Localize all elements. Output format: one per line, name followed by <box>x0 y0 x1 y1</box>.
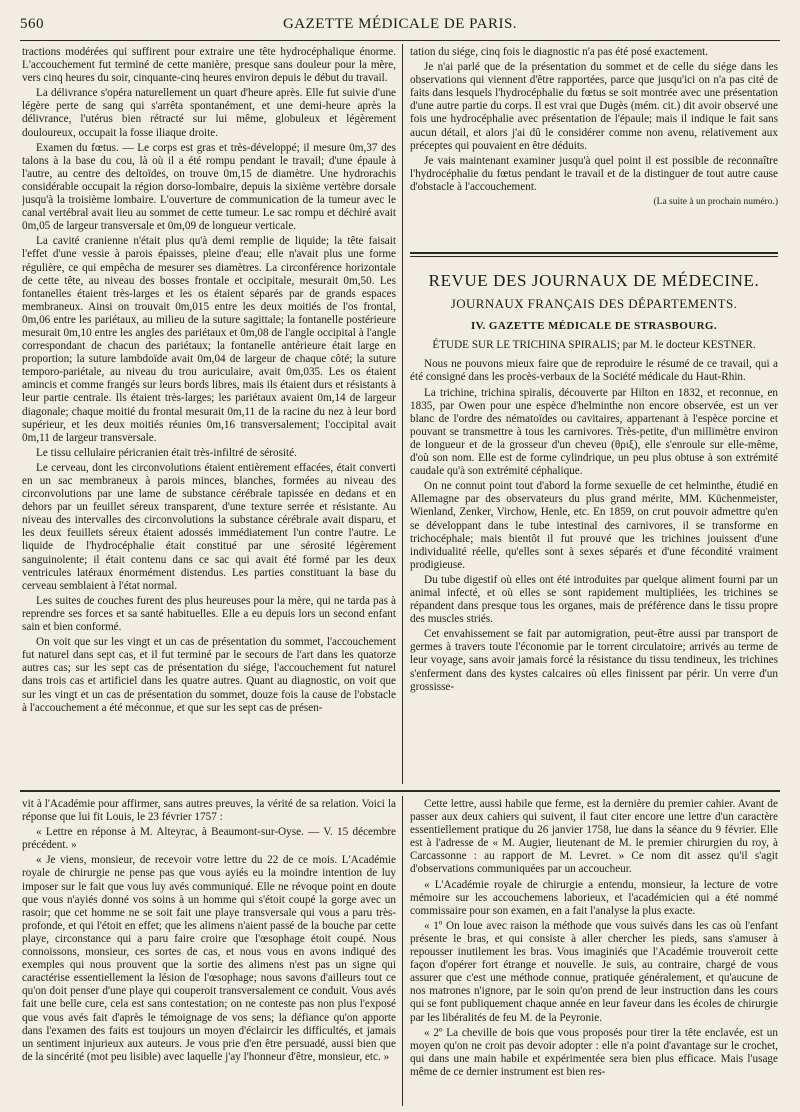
paragraph: Le tissu cellulaire péricranien était très-infiltré de sérosité. <box>36 446 297 459</box>
paragraph: Nous ne pouvons mieux faire que de reproduire le résumé de ce travail, qui a été consigné dans les procès-verbaux de la Société médicale du Haut-Rhin. <box>410 358 778 384</box>
paragraph: Du tube digestif où elles ont été introduites par quelque aliment fourni par un animal infecté, et où elles se sont rapidement multipliées, les trichines se répandent dans presque tous les organes, mais de préférence dans le tissu propre des muscles striés. <box>410 573 778 626</box>
journal-title: GAZETTE MÉDICALE DE PARIS. <box>282 16 518 32</box>
paragraph: La cavité cranienne n'était plus qu'à demi remplie de liquide; la tête faisait l'effet d'une vessie à parois épaisses, pleine d'eau; elle n'avait plus une forme régulière, ce qui empêcha de mesurer ses diamètres. La circonférence horizontale de cette tête, au niveau des bosses frontale et occipitale, mesurait 0m,50. Les fontanelles étaient très-larges et les os étaient séparés par de grands espaces membraneux. Ainsi on trouvait 0m,015 entre les deux moitiés de l'os frontal, 0m,06 entre les pariétaux, au milieu de la suture sagittale; la fontanelle postérieure mesurait 0m,10 entre les angles des pariétaux et 0m,08 de l'angle occipital à l'angle correspondant de chacun des pariétaux; la fontanelle antérieure était large en proportion; la suture lambdoïde avait 0m,04 de largeur de chaque côté; la suture temporo-pariétale, au niveau du trou auriculaire, avait 0m,035. Les os étaient amincis et comme frangés sur leurs bords libres, mais ils étaient durs et résistants à leur partie centrale. Ils étaient très-larges; les pariétaux avaient 0m,14 de largeur diagonale; chaque moitié du frontal mesurait 0m,11 de la racine du nez à leur bord supérieur, et les deux moitiés réunies 0m,16 transversalement; l'occipital avait 0m,11 de largeur transversale. <box>22 235 396 444</box>
section-rule <box>410 252 778 254</box>
paragraph: « L'Académie royale de chirurgie a entendu, monsieur, la lecture de votre mémoire sur les accouchemens laborieux, et l'académicien qui a été nommé commissaire pour son examen, en a fait l'analyse la plus exacte. <box>410 878 778 917</box>
paragraph: Je vais maintenant examiner jusqu'à quel point il est possible de reconnaître l'hydrocéphalie du fœtus pendant le travail et de la distinguer de tout autre cause d'obstacle à l'accouchement. <box>410 154 778 193</box>
journal-heading: IV. GAZETTE MÉDICALE DE STRASBOURG. <box>470 320 718 333</box>
paragraph: « Je viens, monsieur, de recevoir votre lettre du 22 de ce mois. L'Académie royale de chirurgie ne pense pas que vous ayiés eu la moindre intention de luy imposer sur le fait que vous luy avés communiqué. Elle ne révoque point en doute que vous n'ayiés donné vos soins à un homme qui s'étoit coupé la gorge avec un rasoir; que cet homme ne se soit fait une playe transversale qui vous a paru très-profonde, et qui l'étoit en effet; que les alimens n'aient passé de la bouche par cette playe, circonstance qui a paru faire croire que l'œsophage étoit coupé. Nous connoissons, monsieur, ces sortes de cas, et nous vous en avons indiqué des exemples qui nous prouvent que la sortie des alimens n'est pas un signe qui caractérise essentiellement la lésion de l'œsophage; nous savons d'ailleurs tout ce qu'on doit penser d'une playe qui couperoit transversalement ce conduit. Vous avés fait une belle cure, cela est sans contestation; on ne conteste pas non plus l'exposé que vous avés fait d'après le témoignage de vos sens; la défiance qu'on apporte dans l'examen des faits est toujours un moyen d'éclaircir les difficultés, et jamais un sentiment injurieux aux auteurs. Je vous prie d'en être persuadé, aussi bien que de la sincérité (mot peu lisible) avec laquelle j'ay l'honneur d'être, monsieur, etc. » <box>22 854 396 1063</box>
feuilleton-rule <box>20 790 780 792</box>
paragraph: Je n'ai parlé que de la présentation du sommet et de celle du siége dans les observations qui viennent d'être rapportées, parce que jusqu'ici on n'a pas cité de faits dans lesquels l'hydrocéphalie du fœtus se soit montrée avec une présentation d'une autre partie du corps. Il est vrai que Dugès (mém. cit.) dit avoir observé une fois une hydrocéphalie avec présentation de l'épaule; mais il indique le fait sans aucun détail, et alors j'ai dû le considérer comme non avenu, relativement aux préceptes qui pouvaient en être déduits. <box>410 61 778 152</box>
right-column-top <box>410 46 778 242</box>
paragraph: Cette lettre, aussi habile que ferme, est la dernière du premier cahier. Avant de passer aux deux cahiers qui suivent, il faut citer encore une lettre d'un caractère essentiellement pratique du 26 janvier 1758, lue dans la séance du 9 février. Elle est à l'adresse de « M. Augier, lieutenant de M. le premier chirurgien du roy, à Carcassonne : au rapport de M. Levret. » Ce nom dit assez qu'il s'agit d'observations communiquées par un accoucheur. <box>410 798 778 876</box>
paragraph: tation du siége, cinq fois le diagnostic n'a pas été posé exactement. <box>410 46 709 58</box>
section-title: REVUE DES JOURNAUX DE MÉDECINE. <box>428 271 760 290</box>
feuilleton-right-column <box>410 798 778 1106</box>
paragraph: On ne connut point tout d'abord la forme sexuelle de cet helminthe, étudié en Allemagne par des observateurs du plus grand mérite, MM. Küchenmeister, Wienland, Zenker, Virchow, Henle, etc. En 1859, on crut pouvoir admettre qu'en se développant dans le tube intestinal des carnivores, il se transforme en trichocéphale; mais bientôt il fut prouvé que les trichines jouissent d'une individualité réelle, qu'elles sont à sexes séparés et d'une fécondité vraiment prodigieuse. <box>410 480 778 571</box>
paragraph: La délivrance s'opéra naturellement un quart d'heure après. Elle fut suivie d'une légère perte de sang qui s'arrêta spontanément, et une demi-heure après la délivrance, l'utérus bien rétracté sur lui même, globuleux et légèrement douloureux, occupait la fosse iliaque droite. <box>22 87 396 139</box>
paragraph: Cet envahissement se fait par automigration, peut-être aussi par transport de germes à travers toute l'économie par le torrent circulatoire; arrivés au terme de leur voyage, sans avoir jamais forcé la résistance du tissu tendineux, les trichines s'enferment dans des kystes calcaires où elles finissent par périr. Un verre d'un grossisse- <box>410 628 778 693</box>
paragraph: « Lettre en réponse à M. Alteyrac, à Beaumont-sur-Oyse. — V. 15 décembre précédent. » <box>22 826 396 852</box>
paragraph: Examen du fœtus. — Le corps est gras et très-développé; il mesure 0m,37 des talons à la base du cou, là où il a été rompu pendant le travail; d'une épaule à l'autre, au centre des deltoïdes, on trouve 0m,15 de diamètre. Une hydrorachis considérable occupait la région dorso-lombaire, depuis la sixième vertèbre dorsale jusqu'à la troisième lombaire. L'ouverture de communication de la tumeur avec le canal vertébral avait lieu au sommet de cette tumeur. Le sac rompu et déchiré avait 0m,05 de largeur transversale et 0m,09 de longueur verticale. <box>22 141 396 233</box>
paragraph: Les suites de couches furent des plus heureuses pour la mère, qui ne tarda pas à reprendre ses forces et sa santé habituelles. Elle a eu depuis lors un second enfant sain et bien conformé. <box>22 594 396 634</box>
article-heading: ÉTUDE SUR LE TRICHINA SPIRALIS; par M. le docteur KESTNER. <box>432 339 756 352</box>
paragraph: « 2º La cheville de bois que vous proposés pour tirer la tête enclavée, est un moyen qu'on ne croit pas devoir adopter : elle n'a point d'avantage sur le crochet, qui dans une main habile et expérimentée sera bien plus efficace. Mais l'usage même de ce dernier instrument est bien res- <box>410 1026 778 1078</box>
section-subtitle: JOURNAUX FRANÇAIS DES DÉPARTEMENTS. <box>450 296 738 312</box>
section-rule-thin <box>410 256 778 257</box>
paragraph: Le cerveau, dont les circonvolutions étaient entièrement effacées, était converti en un sac membraneux à parois minces, blanches, formées au niveau des circonvolutions par une lame de substance cérébrale tapissée en dedans et en dehors par un feuillet séreux transparent, d'une texture serrée et résistante. Au niveau des intervalles des circonvolutions la substance cérébrale avait disparu, et les deux feuillets séreux étaient adossés immédiatement l'un contre l'autre. Le liquide de l'hydrocéphalie était constitué par une sérosité légèrement sanguinolente; il était contenu dans ce sac qui avait été formé par les deux ventricules latéraux énormément distendus. Les parties constituant la base du cerveau semblaient à l'état normal. <box>22 461 396 592</box>
feuilleton-divider <box>402 796 403 1106</box>
paragraph: tractions modérées qui suffirent pour extraire une tête hydrocéphalique énorme. L'accouchement fut terminé de cette manière, presque sans douleur pour la mère, vers cinq heures du soir, cinquante-cinq heures environ depuis le début du travail. <box>22 46 396 85</box>
right-column-review <box>410 262 778 784</box>
left-column <box>22 46 396 784</box>
page-header <box>20 16 780 38</box>
feuilleton-left-column <box>22 798 396 1106</box>
paragraph: « 1º On loue avec raison la méthode que vous suivés dans les cas où l'enfant présente le bras, et qui consiste à aller chercher les pieds, sans s'amuser à repousser inutilement les bras. Vous imaginiés que l'Académie trouveroit cette façon d'opérer fort étrange et nouvelle. Je suis, au contraire, chargé de vous assurer que c'est une méthode connue, pratiquée généralement, et qu'aucune de nos matrones n'ignore, par le soin qu'on prend de leur instruction dans les cours qui se font publiquement chaque année en leur faveur dans les écoles de chirurgie par les libéralités de feu M. de la Peyronie. <box>410 919 778 1024</box>
paragraph: vit à l'Académie pour affirmer, sans autres preuves, la vérité de sa relation. Voici la réponse que lui fit Louis, le 23 février 1757 : <box>22 798 396 824</box>
continuation-note: (La suite à un prochain numéro.) <box>653 197 778 208</box>
paragraph: La trichine, trichina spiralis, découverte par Hilton en 1832, et reconnue, en 1835, par Owen pour une espèce d'helminthe non encore observée, est un ver blanc de l'ordre des nématoïdes ou cavitaires, appartenant à l'espèce porcine et pouvant se transmettre à tous les carnivores. Très-petite, d'un millimètre environ de longueur et de la grosseur d'un cheveu (θριξ), elle s'enroule sur elle-même, d'où son nom. Elle est de forme cylindrique, un peu plus obtuse à son extrémité caudale qu'à son extrémité céphalique. <box>410 386 778 478</box>
column-divider <box>402 44 403 784</box>
paragraph: On voit que sur les vingt et un cas de présentation du sommet, l'accouchement fut naturel dans sept cas, et il fut terminé par le secours de l'art dans les quatorze autres cas; sur les sept cas de présentation du siége, l'accouchement fut naturel dans trois cas et artificiel dans les quatre autres. Quant au diagnostic, on voit que sur les vingt et un cas de présentation du sommet, douze fois la cause de l'obstacle à l'accouchement a été méconnue, et que sur les sept cas de présen- <box>22 636 396 714</box>
page-number: 560 <box>20 16 44 32</box>
header-rule <box>20 40 780 41</box>
